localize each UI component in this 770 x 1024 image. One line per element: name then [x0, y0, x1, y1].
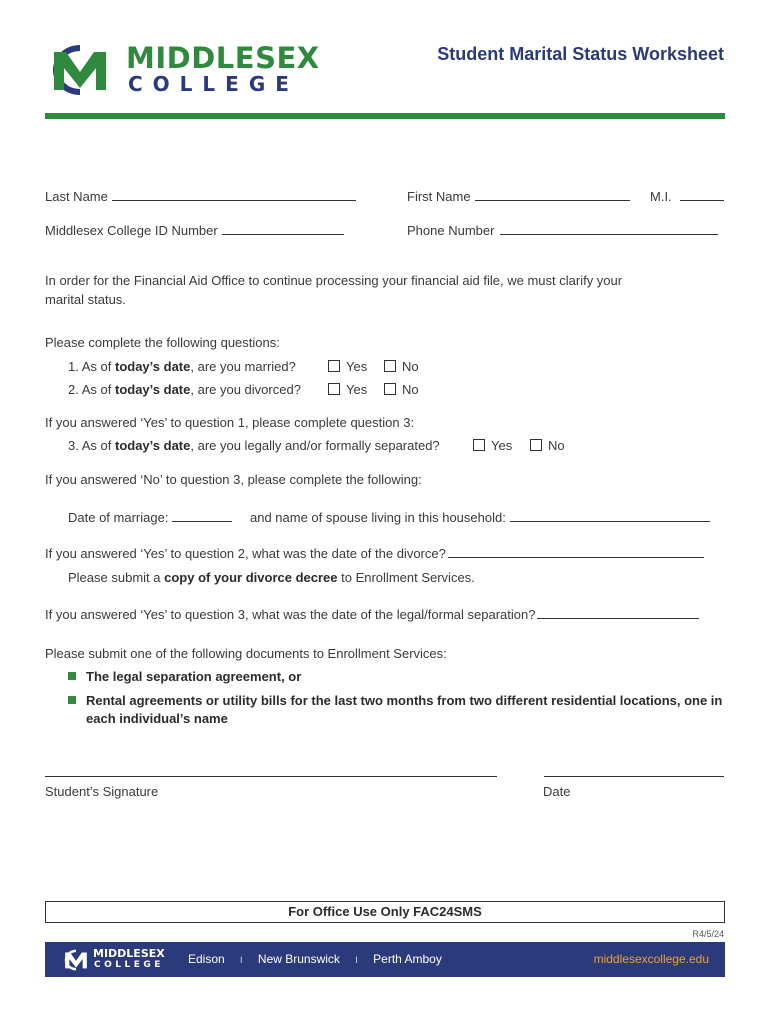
document-item-2: Rental agreements or utility bills for the last two months from two different residential locations, one in each individual’s name: [68, 692, 722, 728]
bullet-icon: [68, 696, 76, 704]
questions-lead: Please complete the following questions:: [45, 335, 280, 350]
question-1: 1. As of today’s date, are you married?: [68, 359, 296, 374]
question-3: 3. As of today’s date, are you legally and/or formally separated?: [68, 438, 440, 453]
footer-logo-bottom: COLLEGE: [94, 960, 164, 970]
q1-no-checkbox[interactable]: [384, 360, 396, 372]
document-item-1: The legal separation agreement, or: [68, 669, 301, 684]
id-number-label: Middlesex College ID Number: [45, 223, 218, 238]
signature-label: Student’s Signature: [45, 784, 159, 799]
divorce-decree-note: Please submit a copy of your divorce decree to Enrollment Services.: [68, 570, 475, 585]
website-link[interactable]: middlesexcollege.edu: [593, 952, 709, 966]
footer-bar: [45, 942, 725, 977]
q1-yes-option[interactable]: Yes: [328, 359, 367, 374]
date-label: Date: [543, 784, 571, 799]
q1-yes-checkbox[interactable]: [328, 360, 340, 372]
campus-perth-amboy: Perth Amboy: [373, 952, 442, 966]
campus-separator: I: [240, 955, 243, 965]
if-no-q3-text: If you answered ‘No’ to question 3, please complete the following:: [45, 472, 422, 487]
first-name-field[interactable]: [407, 189, 630, 204]
q3-no-option[interactable]: No: [530, 438, 565, 453]
phone-label: Phone Number: [407, 223, 495, 238]
footer-campuses: [188, 952, 442, 966]
q3-no-checkbox[interactable]: [530, 439, 542, 451]
last-name-label: Last Name: [45, 189, 108, 204]
signature-line[interactable]: [45, 776, 497, 777]
mc-monogram-icon: [44, 42, 116, 98]
q2-no-checkbox[interactable]: [384, 383, 396, 395]
phone-field[interactable]: [407, 223, 718, 238]
question-2: 2. As of today’s date, are you divorced?: [68, 382, 301, 397]
divorce-date-field[interactable]: If you answered ‘Yes’ to question 2, what was the date of the divorce?: [45, 546, 704, 561]
q1-no-option[interactable]: No: [384, 359, 419, 374]
documents-lead: Please submit one of the following documents to Enrollment Services:: [45, 646, 447, 661]
office-use-label: For Office Use Only FAC24SMS: [288, 904, 482, 919]
if-yes-q1-text: If you answered ‘Yes’ to question 1, please complete question 3:: [45, 415, 415, 430]
spouse-name-field[interactable]: and name of spouse living in this household:: [250, 510, 710, 525]
logo-top-text: MIDDLESEX: [126, 41, 320, 75]
campus-new-brunswick: New Brunswick: [257, 952, 340, 966]
bullet-icon: [68, 672, 76, 680]
separation-date-field[interactable]: If you answered ‘Yes’ to question 3, what was the date of the legal/formal separation?: [45, 607, 699, 622]
footer-logo-top: MIDDLESEX: [93, 947, 165, 960]
last-name-field[interactable]: [45, 189, 356, 204]
header-divider: [45, 113, 725, 119]
intro-line-1: In order for the Financial Aid Office to continue processing your financial aid file, we must clarify your: [45, 273, 623, 288]
date-line[interactable]: [544, 776, 724, 777]
revision-code: R4/5/24: [692, 929, 724, 939]
office-use-box: [45, 901, 725, 923]
header-logo: [44, 42, 324, 98]
q2-yes-checkbox[interactable]: [328, 383, 340, 395]
mi-field[interactable]: [650, 189, 724, 204]
intro-line-2: marital status.: [45, 292, 126, 307]
campus-edison: Edison: [188, 952, 225, 966]
mi-label: M.I.: [650, 189, 672, 204]
page-title: Student Marital Status Worksheet: [437, 44, 724, 64]
logo-bottom-text: COLLEGE: [128, 72, 299, 96]
q3-yes-checkbox[interactable]: [473, 439, 485, 451]
q3-yes-option[interactable]: Yes: [473, 438, 512, 453]
id-number-field[interactable]: [45, 223, 344, 238]
campus-separator: I: [355, 955, 358, 965]
q2-no-option[interactable]: No: [384, 382, 419, 397]
date-of-marriage-field[interactable]: Date of marriage:: [68, 510, 232, 525]
mc-monogram-icon: [61, 948, 91, 972]
first-name-label: First Name: [407, 189, 471, 204]
intro-text: [45, 271, 622, 309]
q2-yes-option[interactable]: Yes: [328, 382, 367, 397]
